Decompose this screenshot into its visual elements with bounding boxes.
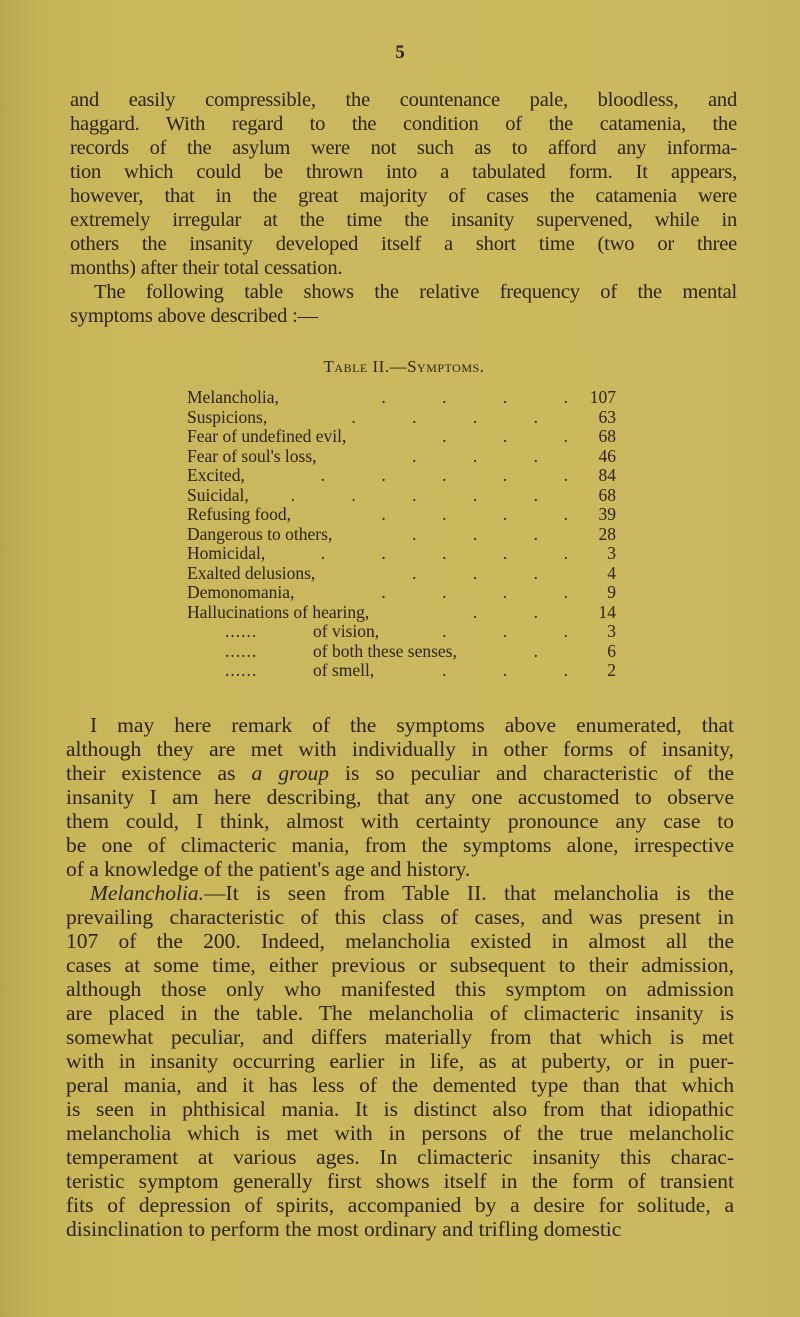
text-segment: somewhat peculiar, and differs materially from that which is met [66, 1025, 734, 1049]
symptom-label: Hallucinations of hearing, [187, 601, 370, 622]
text-segment: temperament at various ages. In climacteric insanity this charac- [66, 1145, 734, 1169]
table-title-main: Symptoms. [407, 357, 485, 376]
symptom-count: 46 [598, 445, 616, 466]
symptom-count: 14 [598, 601, 616, 622]
text-segment: —It is seen from Table II. that melancholia is the [204, 881, 734, 905]
leader-dots: . . . . . [320, 543, 568, 563]
text-line [66, 857, 734, 881]
bottom-text [66, 713, 734, 1241]
text-line [66, 1025, 734, 1049]
text-line [66, 953, 734, 977]
table-row [0, 427, 800, 447]
italic-text: a group [251, 761, 329, 785]
text-segment: is so peculiar and characteristic of the [328, 761, 734, 785]
text-segment: 107 of the 200. Indeed, melancholia existed in almost all the [66, 929, 734, 953]
text-segment: peral mania, and it has less of the demented type than that which [66, 1073, 734, 1097]
text-line [70, 160, 737, 184]
text-line [66, 833, 734, 857]
symptom-label: of both these senses, [313, 640, 457, 661]
text-line [70, 304, 737, 328]
text-line [66, 809, 734, 833]
symptom-count: 68 [598, 484, 616, 505]
symptom-label: of vision, [313, 621, 380, 641]
top-text [70, 88, 737, 328]
text-segment: symptoms above described :— [70, 305, 318, 327]
text-segment: records of the asylum were not such as to afford any informa- [70, 137, 737, 159]
table-row [0, 622, 800, 642]
text-segment: melancholia which is met with in persons of the true melancholic [66, 1121, 734, 1145]
text-segment: of a knowledge of the patient's age and history. [66, 857, 471, 881]
text-line [70, 208, 737, 232]
ditto-marks: ...... [225, 660, 258, 680]
text-line [66, 737, 734, 761]
symptom-count: 63 [598, 406, 616, 427]
symptom-count: 68 [598, 426, 616, 446]
text-segment: teristic symptom generally first shows itself in the form of transient [66, 1169, 734, 1193]
text-segment: fits of depression of spirits, accompanied by a desire for solitude, a [66, 1193, 734, 1217]
table-row [0, 388, 800, 408]
text-line [70, 184, 737, 208]
text-segment: others the insanity developed itself a short time (two or three [70, 233, 737, 255]
symptom-label: Suspicions, [187, 406, 268, 427]
symptom-label: Excited, [187, 465, 245, 485]
leader-dots: . . . [442, 660, 568, 680]
symptom-label: of smell, [313, 660, 375, 680]
text-segment: is seen in phthisical mania. It is distinct also from that idiopathic [66, 1097, 734, 1121]
symptom-label: Demonomania, [187, 582, 295, 602]
symptom-label: Fear of undefined evil, [187, 426, 347, 446]
text-line [66, 1001, 734, 1025]
text-segment: cases at some time, either previous or subsequent to their admission, [66, 953, 734, 977]
text-line [66, 881, 734, 905]
text-segment: however, that in the great majority of cases the catamenia were [70, 185, 737, 207]
leader-dots: . . [472, 601, 538, 622]
text-segment: tion which could be thrown into a tabulated form. It appears, [70, 161, 737, 183]
text-segment: with in insanity occurring earlier in life, as at puberty, or in puer- [66, 1049, 734, 1073]
ditto-marks: ...... [225, 640, 258, 661]
text-line [66, 929, 734, 953]
text-segment: their existence as [66, 761, 252, 785]
text-segment: and easily compressible, the countenance pale, bloodless, and [70, 89, 737, 111]
leader-dots: . . . . [351, 406, 538, 427]
symptom-label: Fear of soul's loss, [187, 445, 317, 466]
table-row [0, 661, 800, 681]
symptom-count: 3 [607, 621, 616, 641]
symptom-label: Suicidal, [187, 484, 249, 505]
italic-text: Melancholia. [90, 881, 205, 905]
symptom-label: Exalted delusions, [187, 562, 316, 583]
text-line [70, 136, 737, 160]
text-segment: haggard. With regard to the condition of the catamenia, the [70, 113, 737, 135]
symptom-label: Refusing food, [187, 504, 292, 524]
table-row [0, 505, 800, 525]
text-line [70, 232, 737, 256]
text-line [70, 88, 737, 112]
leader-dots: . . . . [381, 582, 568, 602]
text-line [66, 977, 734, 1001]
leader-dots: . . . . [381, 504, 568, 524]
leader-dots: . . . [442, 426, 568, 446]
text-line [66, 1145, 734, 1169]
text-segment: prevailing characteristic of this class of cases, and was present in [66, 905, 734, 929]
ditto-marks: ...... [225, 621, 258, 641]
symptoms-table [0, 388, 800, 681]
text-line [66, 1049, 734, 1073]
symptom-count: 2 [607, 660, 616, 680]
text-line [66, 761, 734, 785]
symptom-count: 9 [607, 582, 616, 602]
symptom-label: Melancholia, [187, 387, 279, 407]
symptom-count: 107 [589, 387, 616, 407]
text-segment: are placed in the table. The melancholia of climacteric insanity is [66, 1001, 734, 1025]
table-row [0, 525, 800, 545]
text-line [66, 1073, 734, 1097]
text-segment: although they are met with individually in other forms of insanity, [66, 737, 734, 761]
leader-dots: . [533, 640, 538, 661]
symptom-count: 6 [607, 640, 616, 661]
text-line [66, 905, 734, 929]
text-line [70, 256, 737, 280]
symptom-count: 28 [598, 523, 616, 544]
table-row [0, 544, 800, 564]
text-segment: disinclination to perform the most ordinary and trifling domestic [66, 1217, 622, 1241]
leader-dots: . . . . [381, 387, 568, 407]
table-row [0, 466, 800, 486]
text-segment: them could, I think, almost with certainty pronounce any case to [66, 809, 734, 833]
text-line [66, 1217, 734, 1241]
table-row [0, 486, 800, 506]
text-segment: months) after their total cessation. [70, 257, 343, 279]
symptom-label: Dangerous to others, [187, 523, 333, 544]
table-row [0, 642, 800, 662]
text-line [66, 1193, 734, 1217]
text-line [66, 1169, 734, 1193]
table-row [0, 447, 800, 467]
leader-dots: . . . [412, 445, 538, 466]
text-line [66, 1097, 734, 1121]
text-segment: be one of climacteric mania, from the symptoms alone, irrespective [66, 833, 734, 857]
table-title-prefix: Table II.— [323, 357, 408, 376]
leader-dots: . . . [412, 562, 538, 583]
symptom-count: 39 [598, 504, 616, 524]
symptom-count: 3 [607, 543, 616, 563]
table-row [0, 603, 800, 623]
text-segment: extremely irregular at the time the insanity supervened, while in [70, 209, 737, 231]
table-row [0, 564, 800, 584]
table-title [0, 357, 800, 377]
symptom-count: 4 [607, 562, 616, 583]
page-number: 5 [395, 42, 405, 63]
leader-dots: . . . [442, 621, 568, 641]
text-segment: insanity I am here describing, that any one accustomed to observe [66, 785, 734, 809]
table-row [0, 408, 800, 428]
symptom-label: Homicidal, [187, 543, 266, 563]
text-segment: although those only who manifested this symptom on admission [66, 977, 734, 1001]
symptom-count: 84 [598, 465, 616, 485]
text-line [66, 785, 734, 809]
text-line [66, 713, 734, 737]
text-segment: I may here remark of the symptoms above enumerated, that [90, 713, 734, 737]
leader-dots: . . . . . [320, 465, 568, 485]
text-line [66, 1121, 734, 1145]
leader-dots: . . . . . [290, 484, 538, 505]
text-segment: The following table shows the relative frequency of the mental [94, 281, 737, 303]
text-line [70, 112, 737, 136]
leader-dots: . . . [412, 523, 538, 544]
text-line [70, 280, 737, 304]
table-row [0, 583, 800, 603]
